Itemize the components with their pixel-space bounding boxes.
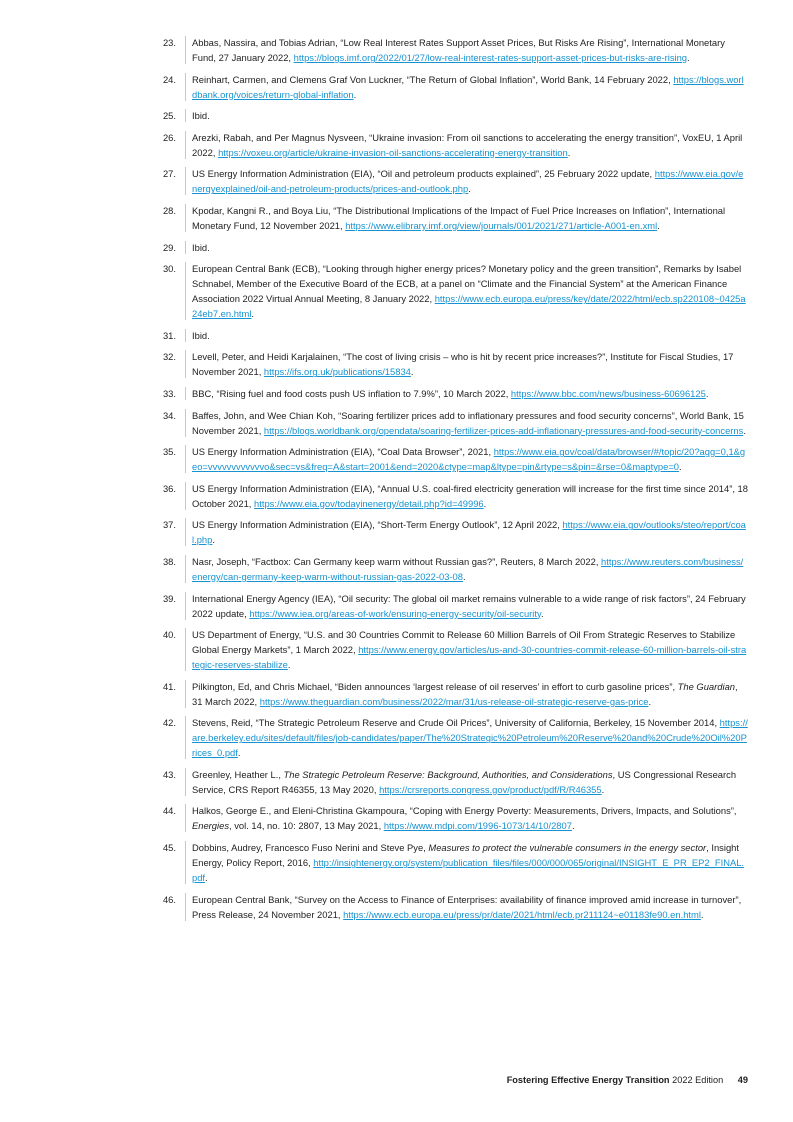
reference-link[interactable]: https://www.theguardian.com/business/2022/mar/31/us-release-oil-strategic-reserve-gas-price [259,695,649,707]
reference-number: 35. [162,446,176,458]
reference-text [186,679,748,709]
reference-text [186,481,748,511]
reference-item [146,261,748,321]
reference-segment: , US Congressional Research Service, CRS Report R46355, 13 May 2020, [192,768,737,795]
reference-segment: Halkos, George E., and Eleni-Christina Gkampoura, “Coping with Energy Poverty: Measurements, Drivers, Impacts, and Solutions”, [192,805,737,817]
reference-item [146,627,748,672]
reference-segment: , Insight Energy, Policy Report, 2016, [192,842,739,869]
reference-segment: . [353,88,357,100]
reference-item [146,591,748,621]
footer-title: Fostering Effective Energy Transition [506,1075,670,1085]
reference-item [146,35,748,65]
reference-list [146,35,748,928]
reference-text [186,328,748,343]
reference-item [146,892,748,922]
reference-item [146,408,748,438]
reference-link[interactable]: http://insightenergy.org/system/publication_files/files/000/000/065/original/INSIGHT_E_PR_EP2_FINAL.pdf [192,857,745,884]
footer-edition: 2022 Edition [672,1075,724,1085]
reference-segment: . [687,52,690,63]
reference-segment: Ibid. [192,241,210,253]
reference-number: 31. [162,329,176,341]
reference-text [186,35,748,65]
reference-item [146,328,748,343]
reference-segment: Baffes, John, and Wee Chian Koh, “Soaring fertilizer prices add to inflationary pressures and food security concerns”, World Bank, 15 November 2021, [192,409,744,436]
reference-item [146,767,748,797]
reference-text [186,840,748,885]
reference-segment: . [212,534,215,546]
reference-text [186,627,748,672]
reference-item [146,554,748,584]
reference-link[interactable]: https://www.energy.gov/articles/us-and-30-countries-commit-release-60-million-barrels-oil-strategic-reserves-stabilize [192,644,747,671]
reference-item [146,386,748,401]
reference-link[interactable]: https://blogs.worldbank.org/voices/return-global-inflation [192,73,744,100]
reference-number: 34. [162,409,176,421]
reference-segment: . [287,659,291,671]
reference-link[interactable]: https://www.eia.gov/todayinenergy/detail.php?id=49996 [254,497,484,509]
reference-number: 23. [162,37,176,48]
reference-segment: Nasr, Joseph, “Factbox: Can Germany keep warm without Russian gas?”, Reuters, 8 March 2022, [192,555,602,567]
reference-link[interactable]: https://www.iea.org/areas-of-work/ensuring-energy-security/oil-security [249,607,541,619]
reference-number: 29. [162,241,176,253]
reference-text [186,386,748,401]
reference-segment: . [205,872,208,884]
reference-number: 46. [162,893,176,905]
reference-number: 39. [162,592,176,604]
reference-segment: . [251,308,255,320]
reference-segment: Dobbins, Audrey, Francesco Fuso Nerini and Steve Pye, [192,842,429,854]
page-number: 49 [737,1075,748,1085]
reference-segment: Levell, Peter, and Heidi Karjalainen, “The cost of living crisis – who is hit by recent price increases?”, Institute for Fiscal Studies, 17 November 2021, [192,351,734,378]
reference-text [186,261,748,321]
reference-number: 42. [162,717,176,729]
reference-number: 25. [162,110,176,122]
reference-item [146,72,748,102]
reference-number: 27. [162,168,176,180]
reference-segment: US Energy Information Administration (EIA), “Short-Term Energy Outlook”, 12 April 2022, [192,519,563,531]
reference-link[interactable]: https://crsreports.congress.gov/product/pdf/R/R46355 [379,783,602,795]
reference-link[interactable]: https://www.elibrary.imf.org/view/journals/001/2021/271/article-A001-en.xml [345,219,658,231]
reference-text [186,349,748,379]
reference-title-italic: Energies [192,820,230,832]
reference-segment: . [705,387,709,399]
reference-segment: . [462,570,466,582]
reference-item [146,444,748,474]
reference-item [146,481,748,511]
reference-text [186,408,748,438]
reference-number: 38. [162,555,176,567]
reference-number: 40. [162,629,176,641]
reference-segment: European Central Bank, “Survey on the Access to Finance of Enterprises: availability of finance improved amid increase in turnover”, Press Release, 24 November 2021, [192,893,742,920]
reference-number: 33. [162,387,176,399]
reference-segment: . [237,747,241,759]
reference-link[interactable]: https://are.berkeley.edu/sites/default/files/job-candidates/paper/The%20Strategic%20Petroleum%20Reserve%20and%20Crude%20Oil%20Prices_0.pdf [192,717,748,759]
reference-segment: . [567,146,571,158]
reference-title-italic: The Guardian [677,680,735,692]
reference-link[interactable]: https://www.mdpi.com/1996-1073/14/10/2807 [383,820,572,832]
reference-text [186,767,748,797]
reference-text [186,166,748,196]
reference-segment: . [601,783,605,795]
reference-link[interactable]: https://blogs.worldbank.org/opendata/soaring-fertilizer-prices-add-inflationary-pressures-and-food-security-concerns [263,424,744,436]
reference-segment: US Energy Information Administration (EIA), “Coal Data Browser”, 2021, [192,446,494,458]
reference-segment: Abbas, Nassira, and Tobias Adrian, “Low Real Interest Rates Support Asset Prices, But Risks Are Rising”, International Monetary Fund, 27 January 2022, [192,37,725,63]
reference-link[interactable]: https://blogs.imf.org/2022/01/27/low-real-interest-rates-support-asset-prices-but-risks-are-rising [293,52,688,63]
reference-segment: . [483,497,487,509]
reference-segment: Stevens, Reid, “The Strategic Petroleum Reserve and Crude Oil Prices”, University of California, Berkeley, 15 November 2014, [192,717,720,729]
reference-segment: . [571,820,575,832]
reference-segment: Pilkington, Ed, and Chris Michael, “Biden announces ‘largest release of oil reserves’ in effort to curb gasoline prices”, [192,680,678,692]
reference-number: 26. [162,131,176,143]
reference-number: 41. [162,680,176,692]
reference-link[interactable]: https://voxeu.org/article/ukraine-invasion-oil-sanctions-accelerating-energy-transition [218,146,568,158]
reference-segment: International Energy Agency (IEA), “Oil security: The global oil market remains vulnerable to a wide range of risk factors”, 24 February 2022 update, [192,592,746,619]
reference-item [146,166,748,196]
reference-number: 30. [162,263,176,275]
reference-number: 32. [162,351,176,363]
reference-link[interactable]: https://www.eia.gov/coal/data/browser/#/topic/20?agg=0,1&geo=vvvvvvvvvvvvo&sec=vs&freq=A&start=2001&end=2020&ctype=map&ltype=pin&rtype=s&pin=&rse=0&maptype=0 [192,446,746,473]
reference-segment: European Central Bank (ECB), “Looking through higher energy prices? Monetary policy and the green transition”, Remarks by Isabel Schnabel, Member of the Executive Board of the ECB, at a panel on “Climate and the Financial System” at the American Finance Association 2022 Virtual Annual Meeting, 8 January 2022, [192,263,742,305]
reference-segment: US Department of Energy, “U.S. and 30 Countries Commit to Release 60 Million Barrels of Oil From Strategic Reserves to Stabilize Global Energy Markets”, 1 March 2022, [192,629,736,656]
reference-link[interactable]: https://www.eia.gov/energyexplained/oil-and-petroleum-products/prices-and-outlook.php [192,168,744,195]
reference-text [186,591,748,621]
reference-item [146,803,748,833]
reference-segment: . [648,695,652,707]
reference-segment: . [679,461,682,473]
reference-segment: Greenley, Heather L., [192,768,284,780]
reference-text [186,715,748,760]
reference-number: 44. [162,805,176,817]
reference-text [186,203,748,233]
reference-text [186,444,748,474]
reference-item [146,108,748,123]
reference-segment: . [468,183,471,195]
reference-segment: Arezki, Rabah, and Per Magnus Nysveen, “Ukraine invasion: From oil sanctions to accelerating the energy transition”, VoxEU, 1 April 2022, [192,131,743,158]
reference-segment: US Energy Information Administration (EIA), “Annual U.S. coal-fired electricity generation will increase for the first time since 2014”, 18 October 2021, [192,482,748,509]
reference-text [186,130,748,160]
reference-number: 24. [162,73,176,85]
reference-link[interactable]: https://www.eia.gov/outlooks/steo/report/coal.php [192,519,746,546]
reference-segment: . [743,424,746,436]
reference-number: 45. [162,842,176,854]
reference-segment: Ibid. [192,329,210,341]
reference-text [186,803,748,833]
reference-link[interactable]: https://www.reuters.com/business/energy/can-germany-keep-warm-without-russian-gas-2022-03-08 [192,555,744,582]
reference-text [186,72,748,102]
reference-item [146,203,748,233]
reference-segment: Reinhart, Carmen, and Clemens Graf Von Luckner, “The Return of Global Inflation”, World Bank, 14 February 2022, [192,73,674,85]
reference-link[interactable]: https://www.bbc.com/news/business-60696125 [510,387,706,399]
reference-text [186,240,748,255]
reference-number: 37. [162,519,176,531]
reference-link[interactable]: https://www.ecb.europa.eu/press/key/date/2022/html/ecb.sp220108~0425a24eb7.en.html [192,293,746,320]
reference-segment: . [540,607,544,619]
reference-segment: Kpodar, Kangni R., and Boya Liu, “The Distributional Implications of the Impact of Fuel Price Increases on Inflation”, International Monetary Fund, 12 November 2021, [192,204,726,231]
reference-number: 36. [162,482,176,494]
reference-text [186,892,748,922]
reference-number: 43. [162,768,176,780]
reference-text [186,554,748,584]
reference-segment: , 31 March 2022, [192,680,738,707]
reference-item [146,517,748,547]
reference-number: 28. [162,204,176,216]
reference-text [186,108,748,123]
reference-item [146,840,748,885]
reference-item [146,349,748,379]
reference-segment: . [657,219,660,231]
page-footer [507,1075,748,1085]
reference-segment: BBC, “Rising fuel and food costs push US inflation to 7.9%”, 10 March 2022, [192,387,511,399]
reference-item [146,715,748,760]
reference-title-italic: The Strategic Petroleum Reserve: Background, Authorities, and Considerations [283,768,613,780]
reference-segment: US Energy Information Administration (EIA), “Oil and petroleum products explained”, 25 February 2022 update, [192,168,655,180]
reference-link[interactable]: https://ifs.org.uk/publications/15834 [263,366,411,378]
reference-segment: Ibid. [192,110,210,122]
reference-segment: . [700,908,704,920]
reference-item [146,130,748,160]
reference-item [146,240,748,255]
reference-segment: , vol. 14, no. 10: 2807, 13 May 2021, [229,820,384,832]
reference-title-italic: Measures to protect the vulnerable consumers in the energy sector [428,842,707,854]
reference-text [186,517,748,547]
reference-item [146,679,748,709]
reference-segment: . [410,366,414,378]
reference-link[interactable]: https://www.ecb.europa.eu/press/pr/date/2021/html/ecb.pr211124~e01183fe90.en.html [343,908,701,920]
